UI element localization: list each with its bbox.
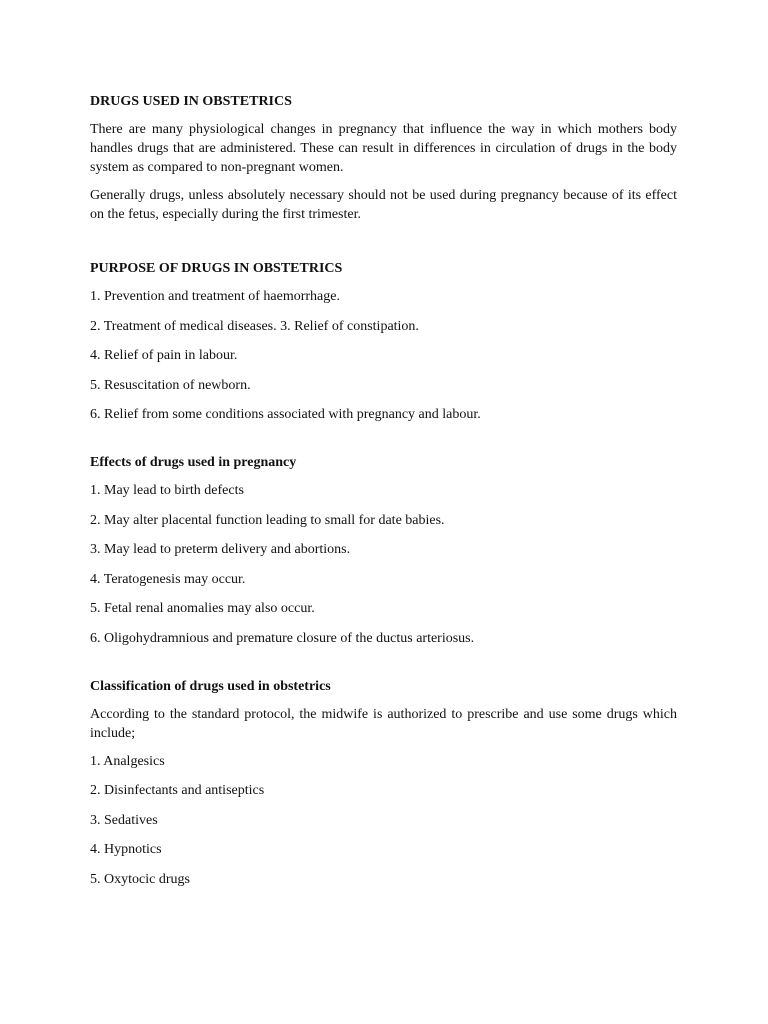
list-item: 1. Prevention and treatment of haemorrhage.: [90, 289, 340, 304]
paragraph: There are many physiological changes in pregnancy that influence the way in which mothers body handles drugs that are administered. These can result in differences in circulation of drugs in the body system as compared to non-pregnant women.: [90, 122, 677, 175]
section-title: Effects of drugs used in pregnancy: [90, 454, 297, 470]
classification-list: [90, 752, 677, 889]
paragraph: Generally drugs, unless absolutely necessary should not be used during pregnancy because of its effect on the fetus, especially during the first trimester.: [90, 188, 677, 222]
section-title: DRUGS USED IN OBSTETRICS: [90, 94, 292, 109]
list-item: 4. Teratogenesis may occur.: [90, 571, 246, 587]
paragraph: According to the standard protocol, the midwife is authorized to prescribe and use some drugs which include;: [90, 706, 677, 741]
list-item: 2. May alter placental function leading to small for date babies.: [90, 512, 445, 528]
list-item: 2. Disinfectants and antiseptics: [90, 783, 265, 799]
list-item: 5. Fetal renal anomalies may also occur.: [90, 601, 315, 617]
section-drugs-used: [90, 92, 677, 224]
list-item: 2. Treatment of medical diseases. 3. Relief of constipation.: [90, 318, 419, 334]
list-item: 5. Resuscitation of newborn.: [90, 377, 251, 393]
effects-list: [90, 481, 677, 648]
document-body: [90, 92, 677, 900]
list-item: 5. Oxytocic drugs: [90, 871, 190, 887]
section-effects: [90, 453, 677, 648]
section-title: PURPOSE OF DRUGS IN OBSTETRICS: [90, 261, 343, 276]
list-item: 4. Hypnotics: [90, 842, 162, 858]
purpose-list: [90, 287, 677, 424]
list-item: 6. Oligohydramnious and premature closure of the ductus arteriosus.: [90, 630, 475, 646]
list-item: 3. Sedatives: [90, 812, 158, 828]
list-item: 1. May lead to birth defects: [90, 482, 244, 498]
section-classification: [90, 677, 677, 889]
list-item: 4. Relief of pain in labour.: [90, 348, 238, 364]
section-title: Classification of drugs used in obstetrics: [90, 678, 331, 694]
list-item: 1. Analgesics: [90, 753, 165, 769]
section-purpose: [90, 259, 677, 424]
list-item: 6. Relief from some conditions associated with pregnancy and labour.: [90, 407, 481, 423]
list-item: 3. May lead to preterm delivery and abortions.: [90, 542, 351, 558]
